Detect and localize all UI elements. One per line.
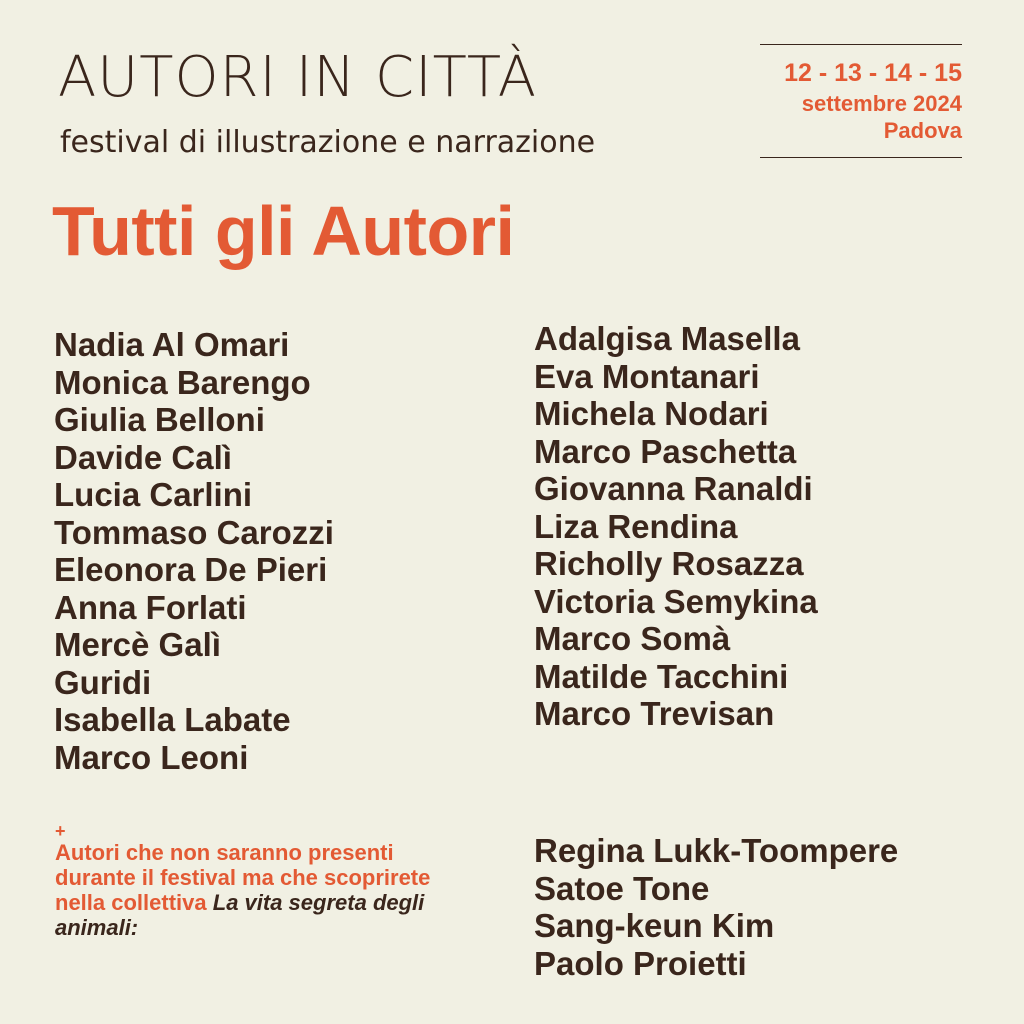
author-name: Marco Trevisan — [534, 695, 775, 732]
author-name: Giulia Belloni — [54, 401, 265, 438]
festival-subtitle: festival di illustrazione e narrazione — [60, 125, 596, 160]
absent-authors-note — [55, 822, 435, 940]
author-name: Marco Leoni — [54, 738, 249, 776]
festival-city: Padova — [883, 118, 962, 143]
author-name: Michela Nodari — [534, 395, 769, 432]
author-name: Victoria Semykina — [534, 582, 818, 620]
author-name: Richolly Rosazza — [534, 545, 804, 582]
author-name: Mercè Galì — [54, 626, 221, 663]
author-name: Giovanna Ranaldi — [534, 470, 813, 507]
author-name: Nadia Al Omari — [54, 326, 290, 363]
festival-title: AUTORI IN CITTÀ — [58, 45, 538, 110]
author-name: Adalgisa Masella — [534, 320, 800, 357]
author-name: Eva Montanari — [534, 357, 760, 395]
plus-sign: + — [55, 821, 66, 841]
author-name: Marco Paschetta — [534, 432, 797, 470]
author-name: Guridi — [54, 663, 152, 701]
author-name: Anna Forlati — [54, 588, 247, 626]
author-name: Paolo Proietti — [534, 944, 747, 982]
author-name: Liza Rendina — [534, 507, 738, 545]
author-name: Matilde Tacchini — [534, 657, 789, 695]
author-name: Monica Barengo — [54, 363, 311, 401]
author-name: Eleonora De Pieri — [54, 551, 328, 588]
author-list-right — [534, 320, 818, 733]
author-name: Marco Somà — [534, 620, 731, 657]
author-list-left — [54, 326, 334, 776]
author-name: Sang-keun Kim — [534, 907, 775, 944]
author-name: Lucia Carlini — [54, 476, 253, 513]
page-title: Tutti gli Autori — [52, 192, 515, 270]
author-name: Regina Lukk-Toompere — [534, 832, 899, 869]
date-box — [760, 44, 962, 158]
festival-month-year: settembre 2024 — [801, 91, 962, 116]
author-name: Tommaso Carozzi — [54, 513, 334, 551]
note-text: Autori che non saranno presenti durante il festival ma che scoprirete nella collettiva — [55, 840, 431, 915]
book-title: La vita segreta degli animali: — [55, 890, 425, 940]
author-name: Davide Calì — [54, 438, 232, 476]
author-name: Satoe Tone — [534, 869, 710, 907]
festival-days: 12 - 13 - 14 - 15 — [784, 59, 962, 87]
author-name: Isabella Labate — [54, 701, 291, 738]
absent-author-list — [534, 832, 898, 982]
